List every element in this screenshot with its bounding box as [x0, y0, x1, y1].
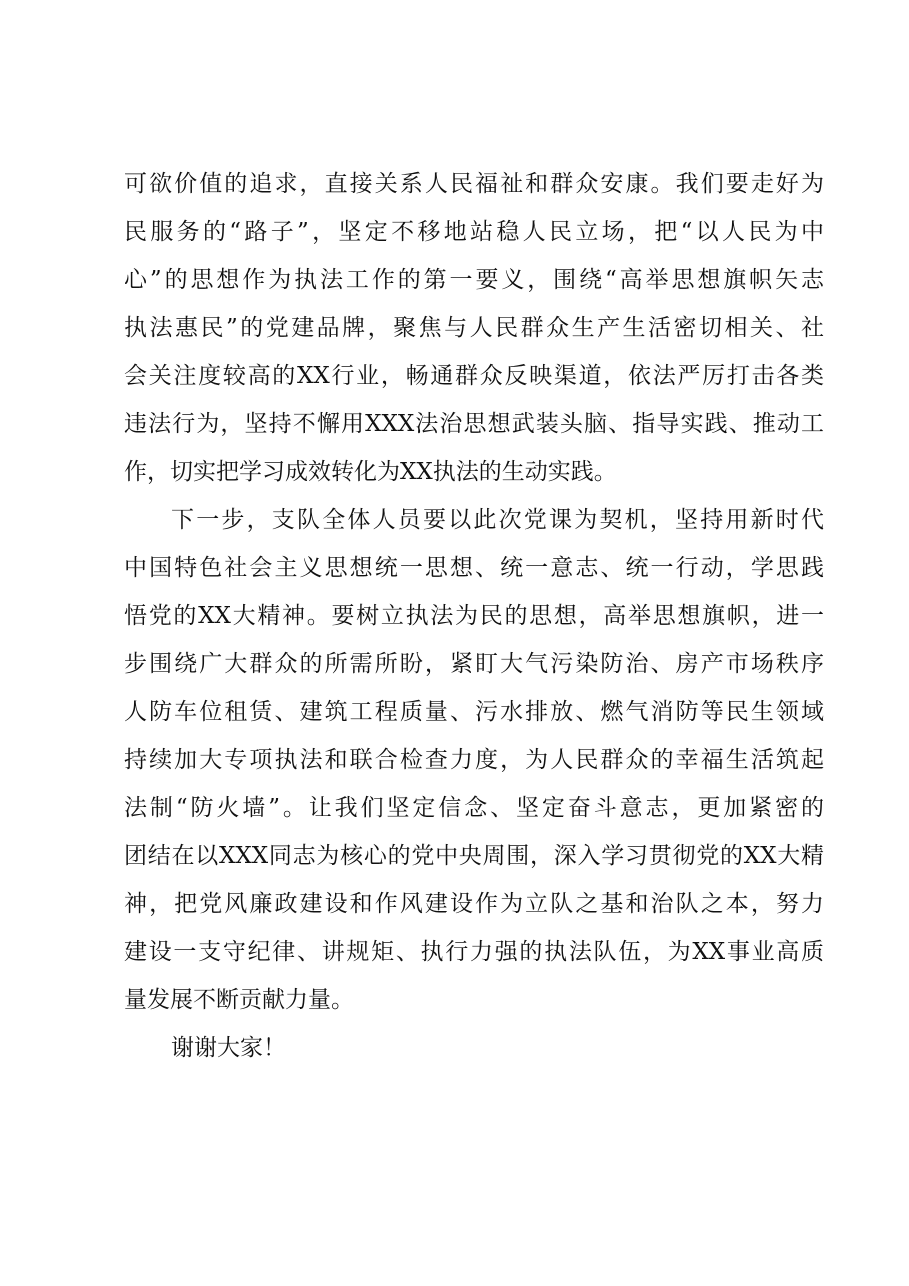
- text-line: 悟党的XX大精神。要树立执法为民的思想，高举思想旗帜，进一: [124, 603, 824, 629]
- text-line: 下一步，支队全体人员要以此次党课为契机，坚持用新时代: [171, 507, 824, 533]
- text-line: 可欲价值的追求，直接关系人民福祉和群众安康。我们要走好为: [124, 171, 824, 197]
- text-line: 神，把党风廉政建设和作风建设作为立队之基和治队之本，努力: [124, 891, 824, 917]
- text-line: 人防车位租赁、建筑工程质量、污水排放、燃气消防等民生领域: [124, 699, 824, 725]
- text-line: 中国特色社会主义思想统一思想、统一意志、统一行动，学思践: [124, 555, 824, 581]
- text-line: 步围绕广大群众的所需所盼，紧盯大气污染防治、房产市场秩序: [124, 651, 824, 677]
- text-line: 量发展不断贡献力量。: [124, 987, 354, 1013]
- text-line: 会关注度较高的XX行业，畅通群众反映渠道，依法严厉打击各类: [124, 363, 824, 389]
- closing-line: 谢谢大家！: [171, 1035, 286, 1061]
- text-line: 违法行为，坚持不懈用XXX法治思想武装头脑、指导实践、推动工: [124, 411, 824, 437]
- text-line: 建设一支守纪律、讲规矩、执行力强的执法队伍，为XX事业高质: [124, 939, 824, 965]
- text-line: 持续加大专项执法和联合检查力度，为人民群众的幸福生活筑起: [124, 747, 824, 773]
- text-line: 心”的思想作为执法工作的第一要义，围绕“高举思想旗帜矢志: [124, 267, 824, 293]
- text-line: 团结在以XXX同志为核心的党中央周围，深入学习贯彻党的XX大精: [124, 843, 824, 869]
- text-line: 作，切实把学习成效转化为XX执法的生动实践。: [124, 459, 617, 485]
- text-line: 法制“防火墙”。让我们坚定信念、坚定奋斗意志，更加紧密的: [124, 795, 824, 821]
- text-line: 民服务的“路子”，坚定不移地站稳人民立场，把“以人民为中: [124, 219, 824, 245]
- text-line: 执法惠民”的党建品牌，聚焦与人民群众生产生活密切相关、社: [124, 315, 824, 341]
